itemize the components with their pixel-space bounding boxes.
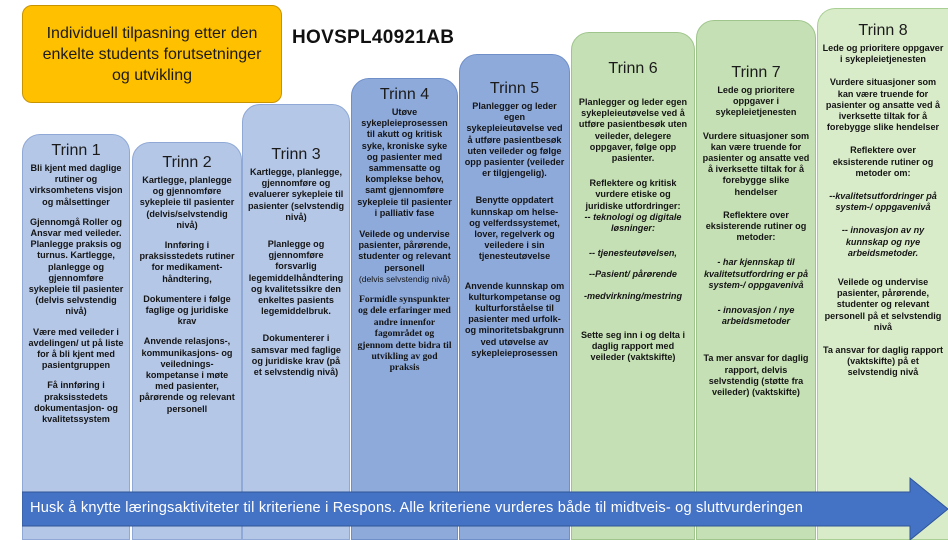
- step-body: [23, 161, 129, 425]
- step-text: Få innføring i praksisstedets dokumentasjon- og kvalitetssystem: [34, 380, 118, 425]
- step-text: Reflektere over eksisterende rutiner og metoder om:: [832, 145, 934, 178]
- step-text: Planlegger og leder egen sykepleieutøvelse ved å utføre pasientbesøk uten veileder og følge opp pasienter (veileder er tilgjengelig).: [464, 101, 565, 179]
- step-text: Kartlegge, planlegge, gjennomføre og evaluerer sykepleie til pasienter (selvstendig nivå): [247, 167, 345, 222]
- step-body: [818, 41, 948, 379]
- step-title: Trinn 8: [858, 22, 908, 39]
- step-text: Være med veileder i avdelingen/ ut på liste for å bli kjent med pasientgruppen: [28, 326, 124, 371]
- step-text: Ta mer ansvar for daglig rapport, delvis selvstendig (støtte fra veileder) (vaktskifte): [703, 353, 809, 398]
- step-text: Kartlegge, planlegge og gjennomføre sykepleie til pasienter (delvis/selvstendig nivå): [139, 175, 235, 230]
- step-6-card: [571, 32, 695, 540]
- step-text: Veilede og undervise pasienter, pårørende, studenter og relevant personell: [358, 229, 451, 273]
- step-title: Trinn 7: [731, 64, 781, 81]
- step-body: [460, 99, 569, 359]
- step-title: Trinn 1: [51, 142, 101, 159]
- step-title: Trinn 2: [162, 154, 212, 171]
- page-title: Individuell tilpasning etter den enkelte students forutsetninger og utvikling: [42, 24, 262, 84]
- step-text: Sette seg inn i og delta i daglig rapport med veileder (vaktskifte): [580, 329, 686, 363]
- step-title: Trinn 6: [608, 60, 658, 77]
- step-text: (delvis selvstendig nivå): [358, 273, 451, 284]
- step-text: -medvirkning/mestring: [583, 290, 683, 301]
- step-text: Planlegger og leder egen sykepleieutøvelse ved å utføre pasientbesøk uten veileder, delegere oppgaver, følge opp pasienter.: [578, 97, 688, 164]
- step-text: Planlegge og gjennomføre forsvarlig legemiddelhåndtering og kvalitetssikre den enkeltes pasients legemiddelbruk.: [248, 239, 344, 317]
- step-text: Benytte oppdatert kunnskap om helse- og velferdssystemet, lover, regelverk og veiledere i sin tjenesteutøvelse: [469, 195, 560, 262]
- course-code: HOVSPL40921AB: [292, 27, 455, 48]
- step-text: - har kjennskap til kvalitetsutfordring er på system-/ oppgavenivå: [703, 257, 809, 290]
- step-title: Trinn 3: [271, 146, 321, 163]
- step-text: Vurdere situasjoner som kan være truende for pasienter og ansatte ved å iverksette tiltak for å forebygge slike hendelser: [825, 77, 941, 133]
- step-text: Bli kjent med daglige rutiner og virksomhetens visjon og målsettinger: [29, 163, 123, 207]
- step-text: Innføring i praksisstedets rutiner for medikament-håndtering,: [139, 240, 235, 284]
- step-7-card: [696, 20, 816, 540]
- step-text: Lede og prioritere oppgaver i sykepleietjenesten: [822, 43, 944, 65]
- step-text: Reflektere og kritisk vurdere etiske og juridiske utfordringer:: [585, 178, 681, 211]
- step-4-card: [351, 78, 458, 540]
- step-text: Dokumenterer i samsvar med faglige og juridiske krav (på et selvstendig nivå): [251, 333, 341, 378]
- step-body: [243, 165, 349, 378]
- title-box: [22, 5, 282, 103]
- step-text: Anvende relasjons-, kommunikasjons- og veilednings-kompetanse i møte med pasienter, pårørende og relevant personell: [139, 336, 235, 414]
- step-text: Formidle synspunkter og dele erfaringer med andre innenfor fagområdet og gjennom dette bidra til utvikling av god praksis: [357, 294, 452, 374]
- step-3-card: [242, 104, 350, 540]
- step-text: Lede og prioritere oppgaver i sykepleietjenesten: [715, 85, 797, 118]
- step-body: [133, 173, 241, 415]
- step-title: Trinn 4: [379, 86, 430, 103]
- step-text: -- tjenesteutøvelsen,: [589, 248, 677, 259]
- step-text: Dokumentere i følge faglige og juridiske krav: [143, 293, 231, 327]
- step-text: Reflektere over eksisterende rutiner og metoder:: [705, 209, 807, 243]
- footer-arrow-text: Husk å knytte læringsaktiviteter til kriteriene i Respons. Alle kriteriene vurderes både til midtveis- og sluttvurderingen: [30, 500, 804, 516]
- step-text: Ta ansvar for daglig rapport (vaktskifte) på et selvstendig nivå: [822, 345, 944, 378]
- step-title: Trinn 5: [489, 80, 540, 97]
- step-text: Utøve sykepleieprosessen til akutt og kritisk syke, kroniske syke og pasienter med sammensatte og komplekse behov, samt gjennomføre sykepleie til pasienter i palliativ fase: [357, 107, 452, 218]
- step-body: [572, 79, 694, 363]
- step-text: --kvalitetsutfordringer på system-/ oppgavenivå: [829, 191, 937, 213]
- step-text: Veilede og undervise pasienter, pårørende, studenter og relevant personell på et selvstendig nivå: [824, 277, 942, 332]
- step-body: [697, 83, 815, 398]
- step-text: Anvende kunnskap om kulturkompetanse og kulturforståelse til pasienter med urfolk- og minoritetsbakgrunn ved utøvelse av sykepleieprosessen: [464, 280, 565, 358]
- step-8-card: [817, 8, 948, 540]
- step-5-card: [459, 54, 570, 540]
- step-text: -- teknologi og digitale løsninger:: [584, 211, 682, 234]
- step-text: Gjennomgå Roller og Ansvar med veileder. Planlegge praksis og turnus. Kartlegge, planlegge og gjennomføre sykepleie til pasienter (delvis selvstendig nivå): [28, 216, 124, 317]
- step-body: [352, 105, 457, 374]
- step-text: - innovasjon / nye arbeidsmetoder: [717, 305, 795, 327]
- step-text: -- innovasjon av ny kunnskap og nye arbeidsmetoder.: [841, 225, 925, 258]
- step-text: --Pasient/ pårørende: [589, 269, 677, 280]
- step-text: Vurdere situasjoner som kan være truende for pasienter og ansatte ved å iverksette tiltak for å forebygge slike hendelser: [702, 130, 810, 197]
